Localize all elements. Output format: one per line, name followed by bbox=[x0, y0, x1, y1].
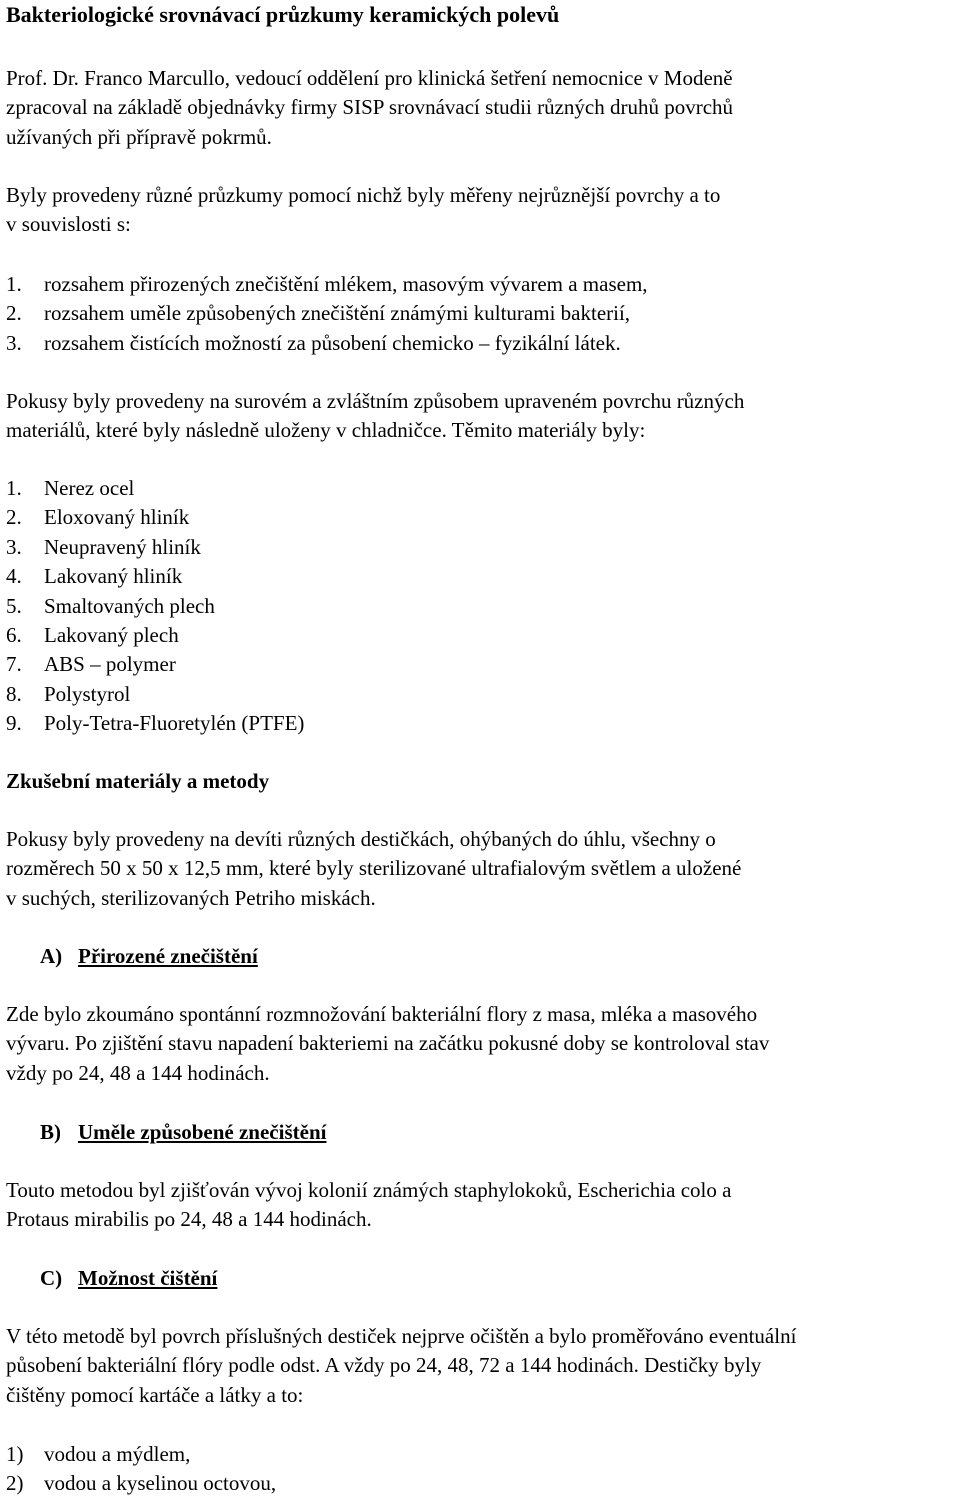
list-item-number: 1) bbox=[6, 1442, 24, 1466]
section-title: Přirozené znečištění bbox=[78, 944, 258, 968]
list-item bbox=[6, 299, 958, 328]
intro-line: Prof. Dr. Franco Marcullo, vedoucí oddělení pro klinická šetření nemocnice v Modeně bbox=[6, 66, 733, 90]
list-item bbox=[6, 680, 958, 709]
list-item bbox=[6, 1469, 958, 1498]
list-item-number: 5. bbox=[6, 593, 22, 618]
document-title: Bakteriologické srovnávací průzkumy keramických polevů bbox=[6, 2, 560, 27]
section-title: Možnost čištění bbox=[78, 1266, 218, 1290]
list-item-text: Neupravený hliník bbox=[44, 534, 201, 559]
list-item-number: 3. bbox=[6, 330, 22, 355]
list-item-number: 1. bbox=[6, 476, 22, 500]
list-item-number: 3. bbox=[6, 534, 22, 559]
list-item-text: Nerez ocel bbox=[44, 476, 135, 500]
materials-intro-line: Pokusy byly provedeny na surovém a zvláštním způsobem upraveném povrchu různých bbox=[6, 389, 745, 413]
section-c-line: V této metodě byl povrch příslušných destiček nejprve očištěn a bylo proměřováno eventuální bbox=[6, 1324, 797, 1348]
list-item-text: Poly-Tetra-Fluoretylén (PTFE) bbox=[44, 711, 305, 736]
materials-intro-line: materiálů, které byly následně uloženy v chladničce. Těmito materiály byly: bbox=[6, 418, 646, 443]
surveys-intro-paragraph bbox=[6, 181, 958, 240]
list-item-text: Lakovaný plech bbox=[44, 622, 179, 647]
list-item-text: vodou a mýdlem, bbox=[44, 1442, 191, 1466]
list-item-number: 8. bbox=[6, 681, 22, 706]
list-item-number: 4. bbox=[6, 564, 22, 589]
intro-line: užívaných při přípravě pokrmů. bbox=[6, 124, 272, 149]
section-a-line: vždy po 24, 48 a 144 hodinách. bbox=[6, 1060, 270, 1085]
list-item-number: 2. bbox=[6, 301, 22, 326]
section-letter: C) bbox=[40, 1266, 63, 1290]
section-c-line: působení bakteriální flóry podle odst. A vždy po 24, 48, 72 a 144 hodinách. Destičky byly bbox=[6, 1353, 762, 1378]
list-item-text: Eloxovaný hliník bbox=[44, 505, 190, 530]
surveys-intro-line: Byly provedeny různé průzkumy pomocí nichž byly měřeny nejrůznější povrchy a to bbox=[6, 183, 721, 207]
surveys-list bbox=[6, 270, 958, 358]
list-item-text: vodou a kyselinou octovou, bbox=[44, 1471, 277, 1496]
list-item bbox=[6, 329, 958, 358]
intro-line: zpracoval na základě objednávky firmy SISP srovnávací studii různých druhů povrchů bbox=[6, 95, 734, 120]
section-b-heading bbox=[40, 1118, 950, 1147]
section-a-line: Zde bylo zkoumáno spontánní rozmnožování bakteriální flory z masa, mléka a masového bbox=[6, 1002, 758, 1026]
methods-line: Pokusy byly provedeny na devíti různých destičkách, ohýbaných do úhlu, všechny o bbox=[6, 827, 716, 851]
section-letter: A) bbox=[40, 944, 63, 968]
list-item bbox=[6, 474, 958, 503]
list-item bbox=[6, 650, 958, 679]
methods-line: rozměrech 50 x 50 x 12,5 mm, které byly sterilizované ultrafialovým světlem a uložené bbox=[6, 856, 742, 881]
section-title: Uměle způsobené znečištění bbox=[78, 1120, 327, 1144]
list-item-text: rozsahem uměle způsobených znečištění známými kulturami bakterií, bbox=[44, 301, 631, 326]
section-c-paragraph bbox=[6, 1322, 958, 1410]
list-item bbox=[6, 562, 958, 591]
cleaning-list bbox=[6, 1440, 958, 1499]
materials-intro-paragraph bbox=[6, 387, 958, 446]
list-item bbox=[6, 270, 958, 299]
section-letter: B) bbox=[40, 1120, 61, 1144]
list-item-text: Lakovaný hliník bbox=[44, 564, 183, 589]
methods-line: v suchých, sterilizovaných Petriho miskách. bbox=[6, 885, 376, 910]
section-a-heading bbox=[40, 942, 950, 971]
section-c-heading bbox=[40, 1264, 950, 1293]
intro-paragraph bbox=[6, 64, 958, 152]
list-item-number: 2) bbox=[6, 1471, 24, 1496]
list-item bbox=[6, 533, 958, 562]
list-item bbox=[6, 1440, 958, 1469]
list-item-text: ABS – polymer bbox=[44, 652, 176, 677]
surveys-intro-line: v souvislosti s: bbox=[6, 212, 131, 237]
list-item-text: Polystyrol bbox=[44, 681, 131, 706]
list-item-number: 2. bbox=[6, 505, 22, 530]
list-item bbox=[6, 503, 958, 532]
list-item-number: 9. bbox=[6, 711, 22, 736]
list-item bbox=[6, 621, 958, 650]
methods-heading: Zkušební materiály a metody bbox=[6, 769, 270, 793]
list-item-number: 7. bbox=[6, 652, 22, 677]
section-c-line: čištěny pomocí kartáče a látky a to: bbox=[6, 1382, 304, 1407]
materials-list bbox=[6, 474, 958, 739]
section-a-line: vývaru. Po zjištění stavu napadení bakteriemi na začátku pokusné doby se kontroloval stav bbox=[6, 1031, 770, 1056]
list-item-number: 1. bbox=[6, 272, 22, 296]
list-item-text: rozsahem přirozených znečištění mlékem, masovým vývarem a masem, bbox=[44, 272, 648, 296]
section-a-paragraph bbox=[6, 1000, 958, 1088]
list-item bbox=[6, 709, 958, 738]
section-b-paragraph bbox=[6, 1176, 958, 1235]
list-item bbox=[6, 592, 958, 621]
list-item-number: 6. bbox=[6, 622, 22, 647]
section-b-line: Protaus mirabilis po 24, 48 a 144 hodinách. bbox=[6, 1207, 372, 1232]
section-b-line: Touto metodou byl zjišťován vývoj kolonií známých staphylokoků, Escherichia colo a bbox=[6, 1178, 732, 1202]
list-item-text: rozsahem čistících možností za působení chemicko – fyzikální látek. bbox=[44, 330, 621, 355]
methods-paragraph bbox=[6, 825, 958, 913]
list-item-text: Smaltovaných plech bbox=[44, 593, 215, 618]
